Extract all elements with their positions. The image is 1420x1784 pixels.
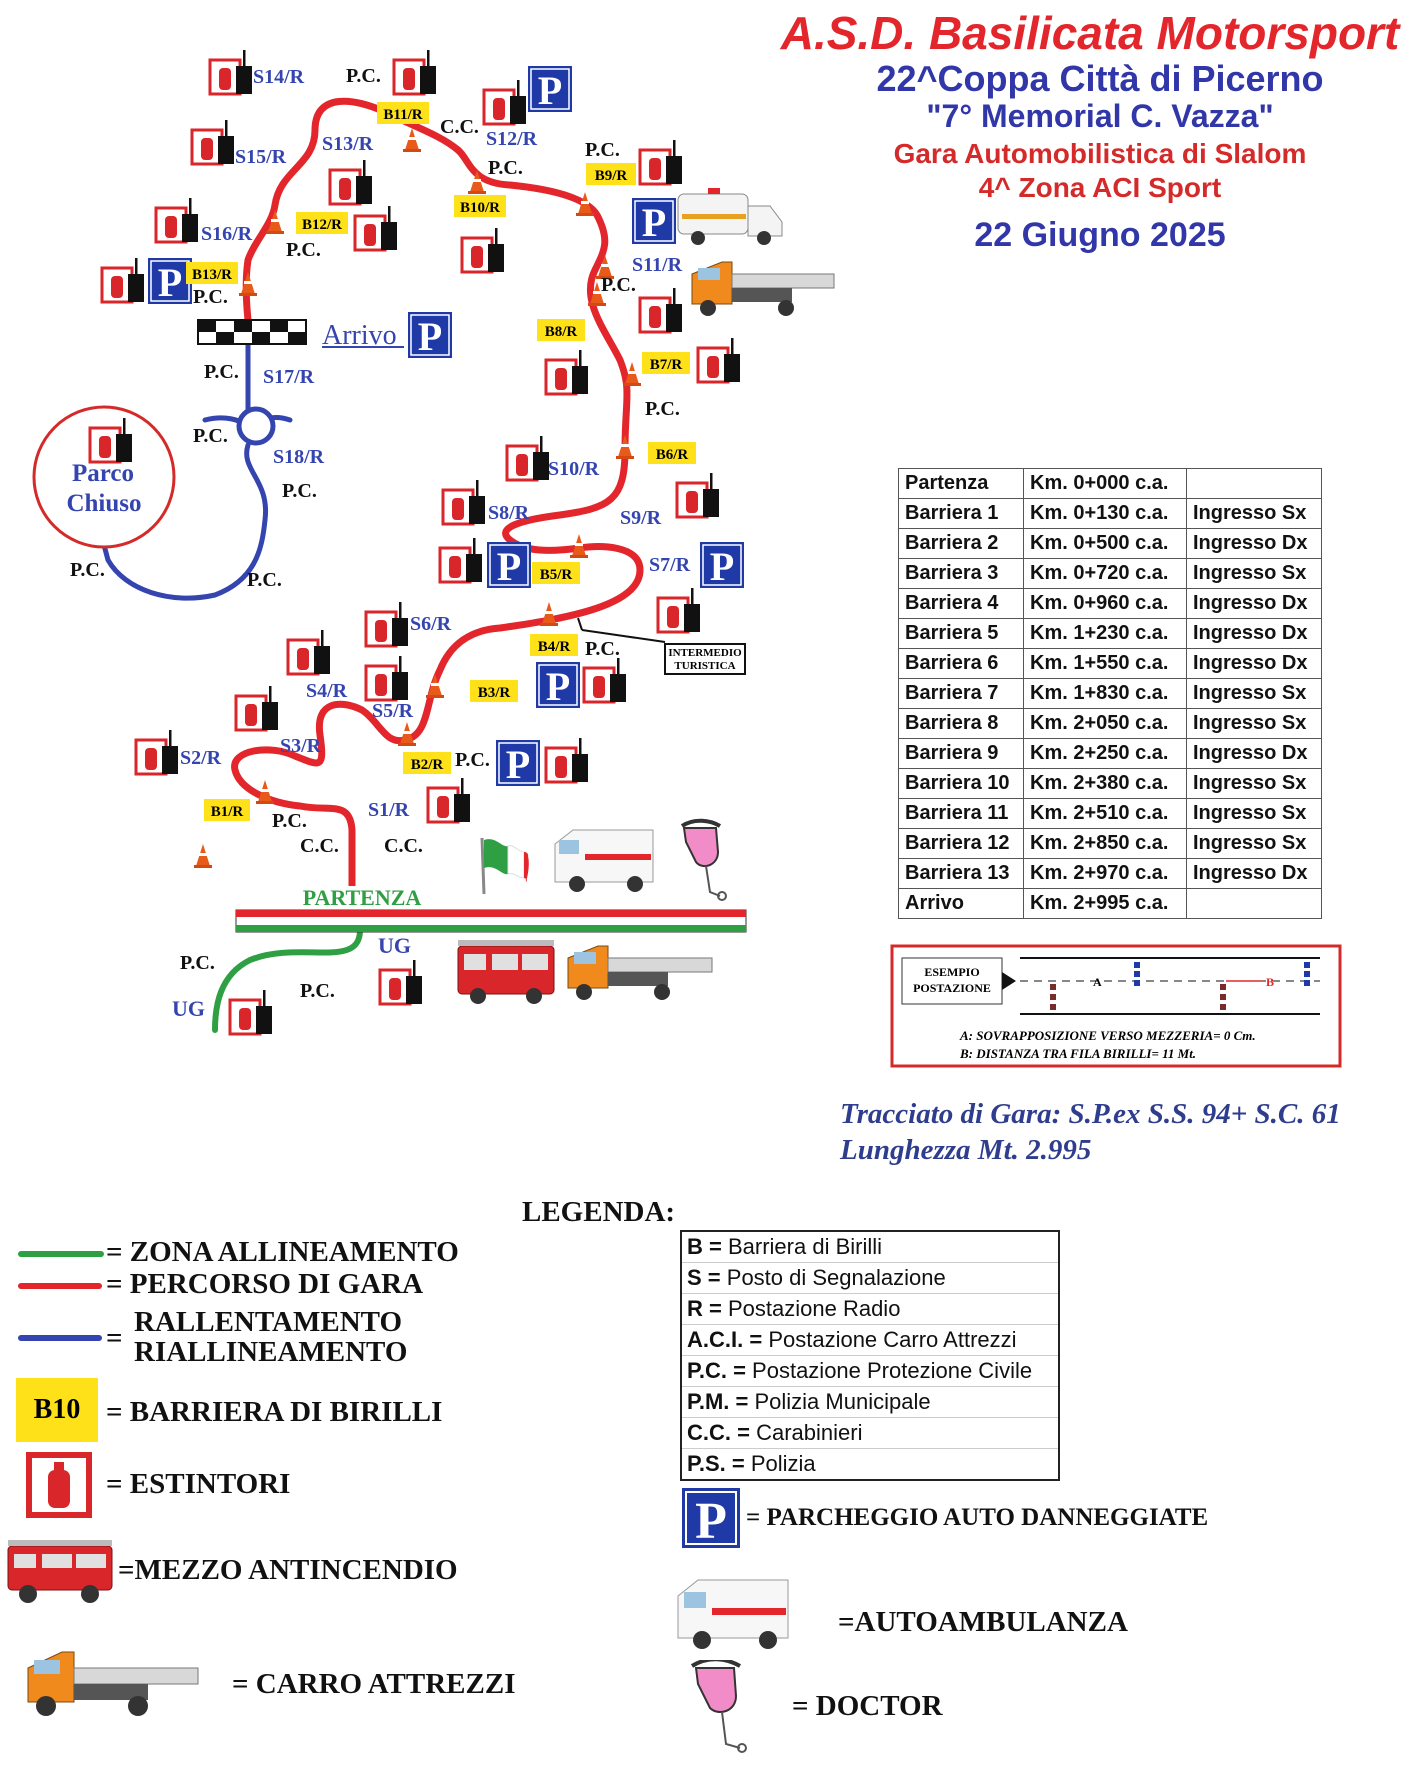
parking-letter: P — [695, 1493, 727, 1548]
post-s7: S7/R — [649, 554, 691, 576]
abbreviation-row — [681, 1387, 1059, 1418]
abbreviation-key: P.C. = — [687, 1358, 746, 1383]
intermediate-label-2: TURISTICA — [674, 660, 736, 672]
post-s2: S2/R — [180, 747, 222, 769]
barrier-table-row — [899, 709, 1322, 739]
parking-icon — [682, 1488, 740, 1548]
row-name: Barriera 4 — [899, 589, 1024, 619]
row-name: Partenza — [899, 469, 1024, 499]
pc-label: P.C. — [204, 361, 239, 383]
post-s3: S3/R — [280, 735, 322, 757]
pc-label: P.C. — [455, 749, 490, 771]
example-placement — [890, 944, 1342, 1068]
event-zone: 4^ Zona ACI Sport — [978, 172, 1222, 203]
abbreviation-table — [680, 1230, 1060, 1481]
row-name: Barriera 2 — [899, 529, 1024, 559]
row-name: Barriera 3 — [899, 559, 1024, 589]
row-side: Ingresso Dx — [1187, 619, 1322, 649]
example-title-2: POSTAZIONE — [913, 981, 991, 995]
abbreviation-cell — [681, 1449, 1059, 1481]
row-km: Km. 2+050 c.a. — [1024, 709, 1187, 739]
barrier-b10: B10/R — [459, 200, 501, 216]
parc-ferme-label-2: Chiuso — [66, 490, 142, 517]
row-side: Ingresso Sx — [1187, 559, 1322, 589]
finish-line-flag — [198, 320, 306, 344]
row-km: Km. 1+230 c.a. — [1024, 619, 1187, 649]
row-name: Arrivo — [899, 889, 1024, 919]
barrier-table-row — [899, 829, 1322, 859]
abbreviation-value: Carabinieri — [756, 1420, 863, 1445]
legend-extinguisher: = ESTINTORI — [106, 1468, 291, 1500]
abbreviation-key: A.C.I. = — [687, 1327, 763, 1352]
barrier-sample: B10 — [16, 1378, 98, 1442]
row-name: Barriera 1 — [899, 499, 1024, 529]
abbreviation-row — [681, 1356, 1059, 1387]
pc-label: P.C. — [193, 286, 228, 308]
barrier-b5: B5/R — [539, 567, 573, 583]
abbreviation-key: P.S. = — [687, 1451, 745, 1476]
row-km: Km. 0+000 c.a. — [1024, 469, 1187, 499]
post-s10: S10/R — [548, 458, 600, 480]
row-name: Barriera 13 — [899, 859, 1024, 889]
cc-label: C.C. — [440, 116, 479, 138]
barrier-table-row — [899, 499, 1322, 529]
row-side: Ingresso Sx — [1187, 829, 1322, 859]
abbreviation-row — [681, 1263, 1059, 1294]
barrier-table-row — [899, 559, 1322, 589]
row-km: Km. 1+550 c.a. — [1024, 649, 1187, 679]
row-km: Km. 0+720 c.a. — [1024, 559, 1187, 589]
row-side: Ingresso Dx — [1187, 739, 1322, 769]
abbreviation-value: Barriera di Birilli — [727, 1234, 883, 1259]
abbreviation-key: B = — [687, 1234, 722, 1259]
barrier-b3: B3/R — [477, 685, 511, 701]
legend-slow-1: RALLENTAMENTO — [134, 1306, 403, 1338]
legend-slow-2: RIALLINEAMENTO — [134, 1336, 408, 1368]
row-name: Barriera 5 — [899, 619, 1024, 649]
row-km: Km. 2+850 c.a. — [1024, 829, 1187, 859]
post-s13: S13/R — [322, 133, 374, 155]
cup-title: 22^Coppa Città di Picerno — [876, 58, 1324, 99]
legend-align: = ZONA ALLINEAMENTO — [106, 1236, 459, 1268]
legend-doctor: = DOCTOR — [792, 1690, 943, 1722]
abbreviation-row — [681, 1231, 1059, 1263]
ambulance-icon — [555, 830, 653, 892]
abbreviation-key: P.M. = — [687, 1389, 749, 1414]
track-route: Tracciato di Gara: S.P.ex S.S. 94+ S.C. 61 — [840, 1098, 1341, 1130]
barrier-table-row — [899, 649, 1322, 679]
abbreviation-value: Postazione Radio — [727, 1296, 901, 1321]
example-note-a: A: SOVRAPPOSIZIONE VERSO MEZZERIA= 0 Cm. — [960, 1028, 1256, 1043]
organizer-title: A.S.D. Basilicata Motorsport — [780, 7, 1400, 59]
legend-title: LEGENDA: — [522, 1196, 676, 1228]
barrier-b6: B6/R — [655, 447, 689, 463]
barrier-table-row — [899, 619, 1322, 649]
abbreviation-value: Polizia Municipale — [754, 1389, 931, 1414]
start-label: PARTENZA — [302, 885, 422, 910]
abbreviation-value: Postazione Protezione Civile — [752, 1358, 1033, 1383]
example-note-b: B: DISTANZA TRA FILA BIRILLI= 11 Mt. — [960, 1046, 1197, 1061]
barrier-table-row — [899, 469, 1322, 499]
row-side: Ingresso Dx — [1187, 649, 1322, 679]
cc-label: C.C. — [300, 835, 339, 857]
pc-label: P.C. — [282, 480, 317, 502]
row-side: Ingresso Dx — [1187, 859, 1322, 889]
legend-parking: = PARCHEGGIO AUTO DANNEGGIATE — [746, 1504, 1209, 1531]
row-km: Km. 2+995 c.a. — [1024, 889, 1187, 919]
ambulance-icon — [678, 188, 782, 245]
pc-label: P.C. — [601, 274, 636, 296]
row-side: Ingresso Sx — [1187, 799, 1322, 829]
row-side: Ingresso Sx — [1187, 769, 1322, 799]
memorial-title: "7° Memorial C. Vazza" — [926, 98, 1274, 134]
finish-label: Arrivo — [322, 320, 397, 351]
mark-a: A — [1093, 975, 1102, 989]
parc-ferme-label-1: Parco — [71, 460, 135, 487]
barrier-b12: B12/R — [301, 217, 343, 233]
tow-truck-icon — [568, 946, 712, 1000]
row-km: Km. 2+970 c.a. — [1024, 859, 1187, 889]
doctor-icon — [682, 821, 726, 900]
example-title-1: ESEMPIO — [924, 965, 980, 979]
abbreviation-key: C.C. = — [687, 1420, 750, 1445]
pc-label: P.C. — [70, 559, 105, 581]
legend-race: = PERCORSO DI GARA — [106, 1268, 424, 1300]
row-side: Ingresso Sx — [1187, 709, 1322, 739]
post-s14: S14/R — [253, 66, 305, 88]
row-name: Barriera 9 — [899, 739, 1024, 769]
pc-label: P.C. — [180, 952, 215, 974]
post-s11: S11/R — [632, 254, 683, 276]
abbreviation-cell — [681, 1231, 1059, 1263]
fire-truck-icon — [6, 1536, 116, 1606]
row-side — [1187, 889, 1322, 919]
row-name: Barriera 12 — [899, 829, 1024, 859]
slow-line-sample — [18, 1335, 102, 1341]
tow-truck-icon — [692, 262, 834, 316]
barrier-b11: B11/R — [383, 107, 423, 123]
barrier-b1: B1/R — [210, 804, 244, 820]
legend-fire-truck: =MEZZO ANTINCENDIO — [118, 1554, 458, 1586]
doctor-icon — [686, 1660, 752, 1754]
mark-b: B — [1266, 975, 1275, 989]
course-map: P Parco Chiuso Arrivo PARTENZA B11/R B9/R B10/R B12/R B13/R B8/R B7/R B6/R B5/R B4/R B3/R B2/R B1/R S14/R S12/R S13/R S15/R S16/R S11/R S17/R S18/R S10/R S8/R S9/R S7/R S6/R S4/R S5/R S3/R S2/R S1/R P.C. C.C. P.C. P.C. P.C. P.C. P.C. P.C. P.C. P.C. P.C. P.C. P.C. P.C. P.C. P.C. C.C. C.C. P.C. P.C. UG UG INTERMEDIO TURISTICA — [0, 0, 860, 1200]
barrier-b9: B9/R — [594, 168, 628, 184]
barrier-b13: B13/R — [191, 267, 233, 283]
legend-tow: = CARRO ATTREZZI — [232, 1668, 516, 1700]
italian-flag-icon — [482, 838, 529, 894]
abbreviation-cell — [681, 1325, 1059, 1356]
row-km: Km. 2+510 c.a. — [1024, 799, 1187, 829]
barrier-table-row — [899, 769, 1322, 799]
row-name: Barriera 6 — [899, 649, 1024, 679]
barrier-table-row — [899, 859, 1322, 889]
extinguisher-icon — [24, 1450, 94, 1520]
pc-label: P.C. — [272, 810, 307, 832]
legend-ambulance: =AUTOAMBULANZA — [838, 1606, 1128, 1638]
pc-label: P.C. — [247, 569, 282, 591]
post-s8: S8/R — [488, 502, 530, 524]
post-s15: S15/R — [235, 146, 287, 168]
ug-label: UG — [172, 996, 205, 1021]
barrier-table-row — [899, 799, 1322, 829]
post-s18: S18/R — [273, 446, 325, 468]
abbreviation-row — [681, 1449, 1059, 1481]
pc-label: P.C. — [488, 157, 523, 179]
abbreviation-cell — [681, 1263, 1059, 1294]
fire-truck-icon — [458, 940, 554, 1004]
cc-label: C.C. — [384, 835, 423, 857]
abbreviation-value: Postazione Carro Attrezzi — [768, 1327, 1017, 1352]
pc-label: P.C. — [193, 425, 228, 447]
start-line — [236, 910, 746, 932]
barrier-table-row — [899, 679, 1322, 709]
abbreviation-cell — [681, 1356, 1059, 1387]
abbreviation-cell — [681, 1294, 1059, 1325]
row-side — [1187, 469, 1322, 499]
barrier-table-row — [899, 889, 1322, 919]
pc-label: P.C. — [585, 638, 620, 660]
align-line-sample — [18, 1251, 104, 1257]
legend-slow-eq: = — [106, 1322, 123, 1354]
barrier-b8: B8/R — [544, 324, 578, 340]
abbreviation-cell — [681, 1418, 1059, 1449]
ambulance-icon — [676, 1574, 792, 1650]
pc-label: P.C. — [300, 980, 335, 1002]
abbreviation-value: Polizia — [750, 1451, 816, 1476]
abbreviation-key: R = — [687, 1296, 722, 1321]
event-type: Gara Automobilistica di Slalom — [893, 138, 1307, 169]
abbreviation-row — [681, 1418, 1059, 1449]
pc-label: P.C. — [346, 65, 381, 87]
abbreviation-key: S = — [687, 1265, 721, 1290]
post-s17: S17/R — [263, 366, 315, 388]
abbreviation-row — [681, 1325, 1059, 1356]
abbreviation-cell — [681, 1387, 1059, 1418]
ug-label: UG — [378, 933, 411, 958]
row-name: Barriera 11 — [899, 799, 1024, 829]
row-side: Ingresso Sx — [1187, 499, 1322, 529]
barrier-b2: B2/R — [410, 757, 444, 773]
abbreviation-row — [681, 1294, 1059, 1325]
track-length: Lunghezza Mt. 2.995 — [840, 1134, 1092, 1166]
post-s1: S1/R — [368, 799, 410, 821]
barrier-table-row — [899, 589, 1322, 619]
post-s4: S4/R — [306, 680, 348, 702]
barrier-table-row — [899, 739, 1322, 769]
row-km: Km. 0+500 c.a. — [1024, 529, 1187, 559]
row-km: Km. 1+830 c.a. — [1024, 679, 1187, 709]
row-km: Km. 0+130 c.a. — [1024, 499, 1187, 529]
barrier-b7: B7/R — [649, 357, 683, 373]
row-side: Ingresso Sx — [1187, 679, 1322, 709]
row-side: Ingresso Dx — [1187, 589, 1322, 619]
post-s6: S6/R — [410, 613, 452, 635]
row-km: Km. 2+380 c.a. — [1024, 769, 1187, 799]
post-s9: S9/R — [620, 507, 662, 529]
row-km: Km. 2+250 c.a. — [1024, 739, 1187, 769]
tow-truck-icon — [26, 1640, 202, 1720]
abbreviation-value: Posto di Segnalazione — [726, 1265, 946, 1290]
race-line-sample — [18, 1283, 102, 1289]
row-name: Barriera 7 — [899, 679, 1024, 709]
row-name: Barriera 10 — [899, 769, 1024, 799]
post-s16: S16/R — [201, 223, 253, 245]
pc-label: P.C. — [585, 139, 620, 161]
barrier-b4: B4/R — [537, 639, 571, 655]
row-name: Barriera 8 — [899, 709, 1024, 739]
legend-barrier: = BARRIERA DI BIRILLI — [106, 1396, 443, 1428]
pc-label: P.C. — [286, 239, 321, 261]
row-km: Km. 0+960 c.a. — [1024, 589, 1187, 619]
barrier-table — [898, 468, 1322, 919]
intermediate-label-1: INTERMEDIO — [668, 647, 742, 659]
event-date: 22 Giugno 2025 — [974, 216, 1226, 254]
barrier-table-row — [899, 529, 1322, 559]
row-side: Ingresso Dx — [1187, 529, 1322, 559]
pc-label: P.C. — [645, 398, 680, 420]
post-s5: S5/R — [372, 700, 414, 722]
post-s12: S12/R — [486, 128, 538, 150]
